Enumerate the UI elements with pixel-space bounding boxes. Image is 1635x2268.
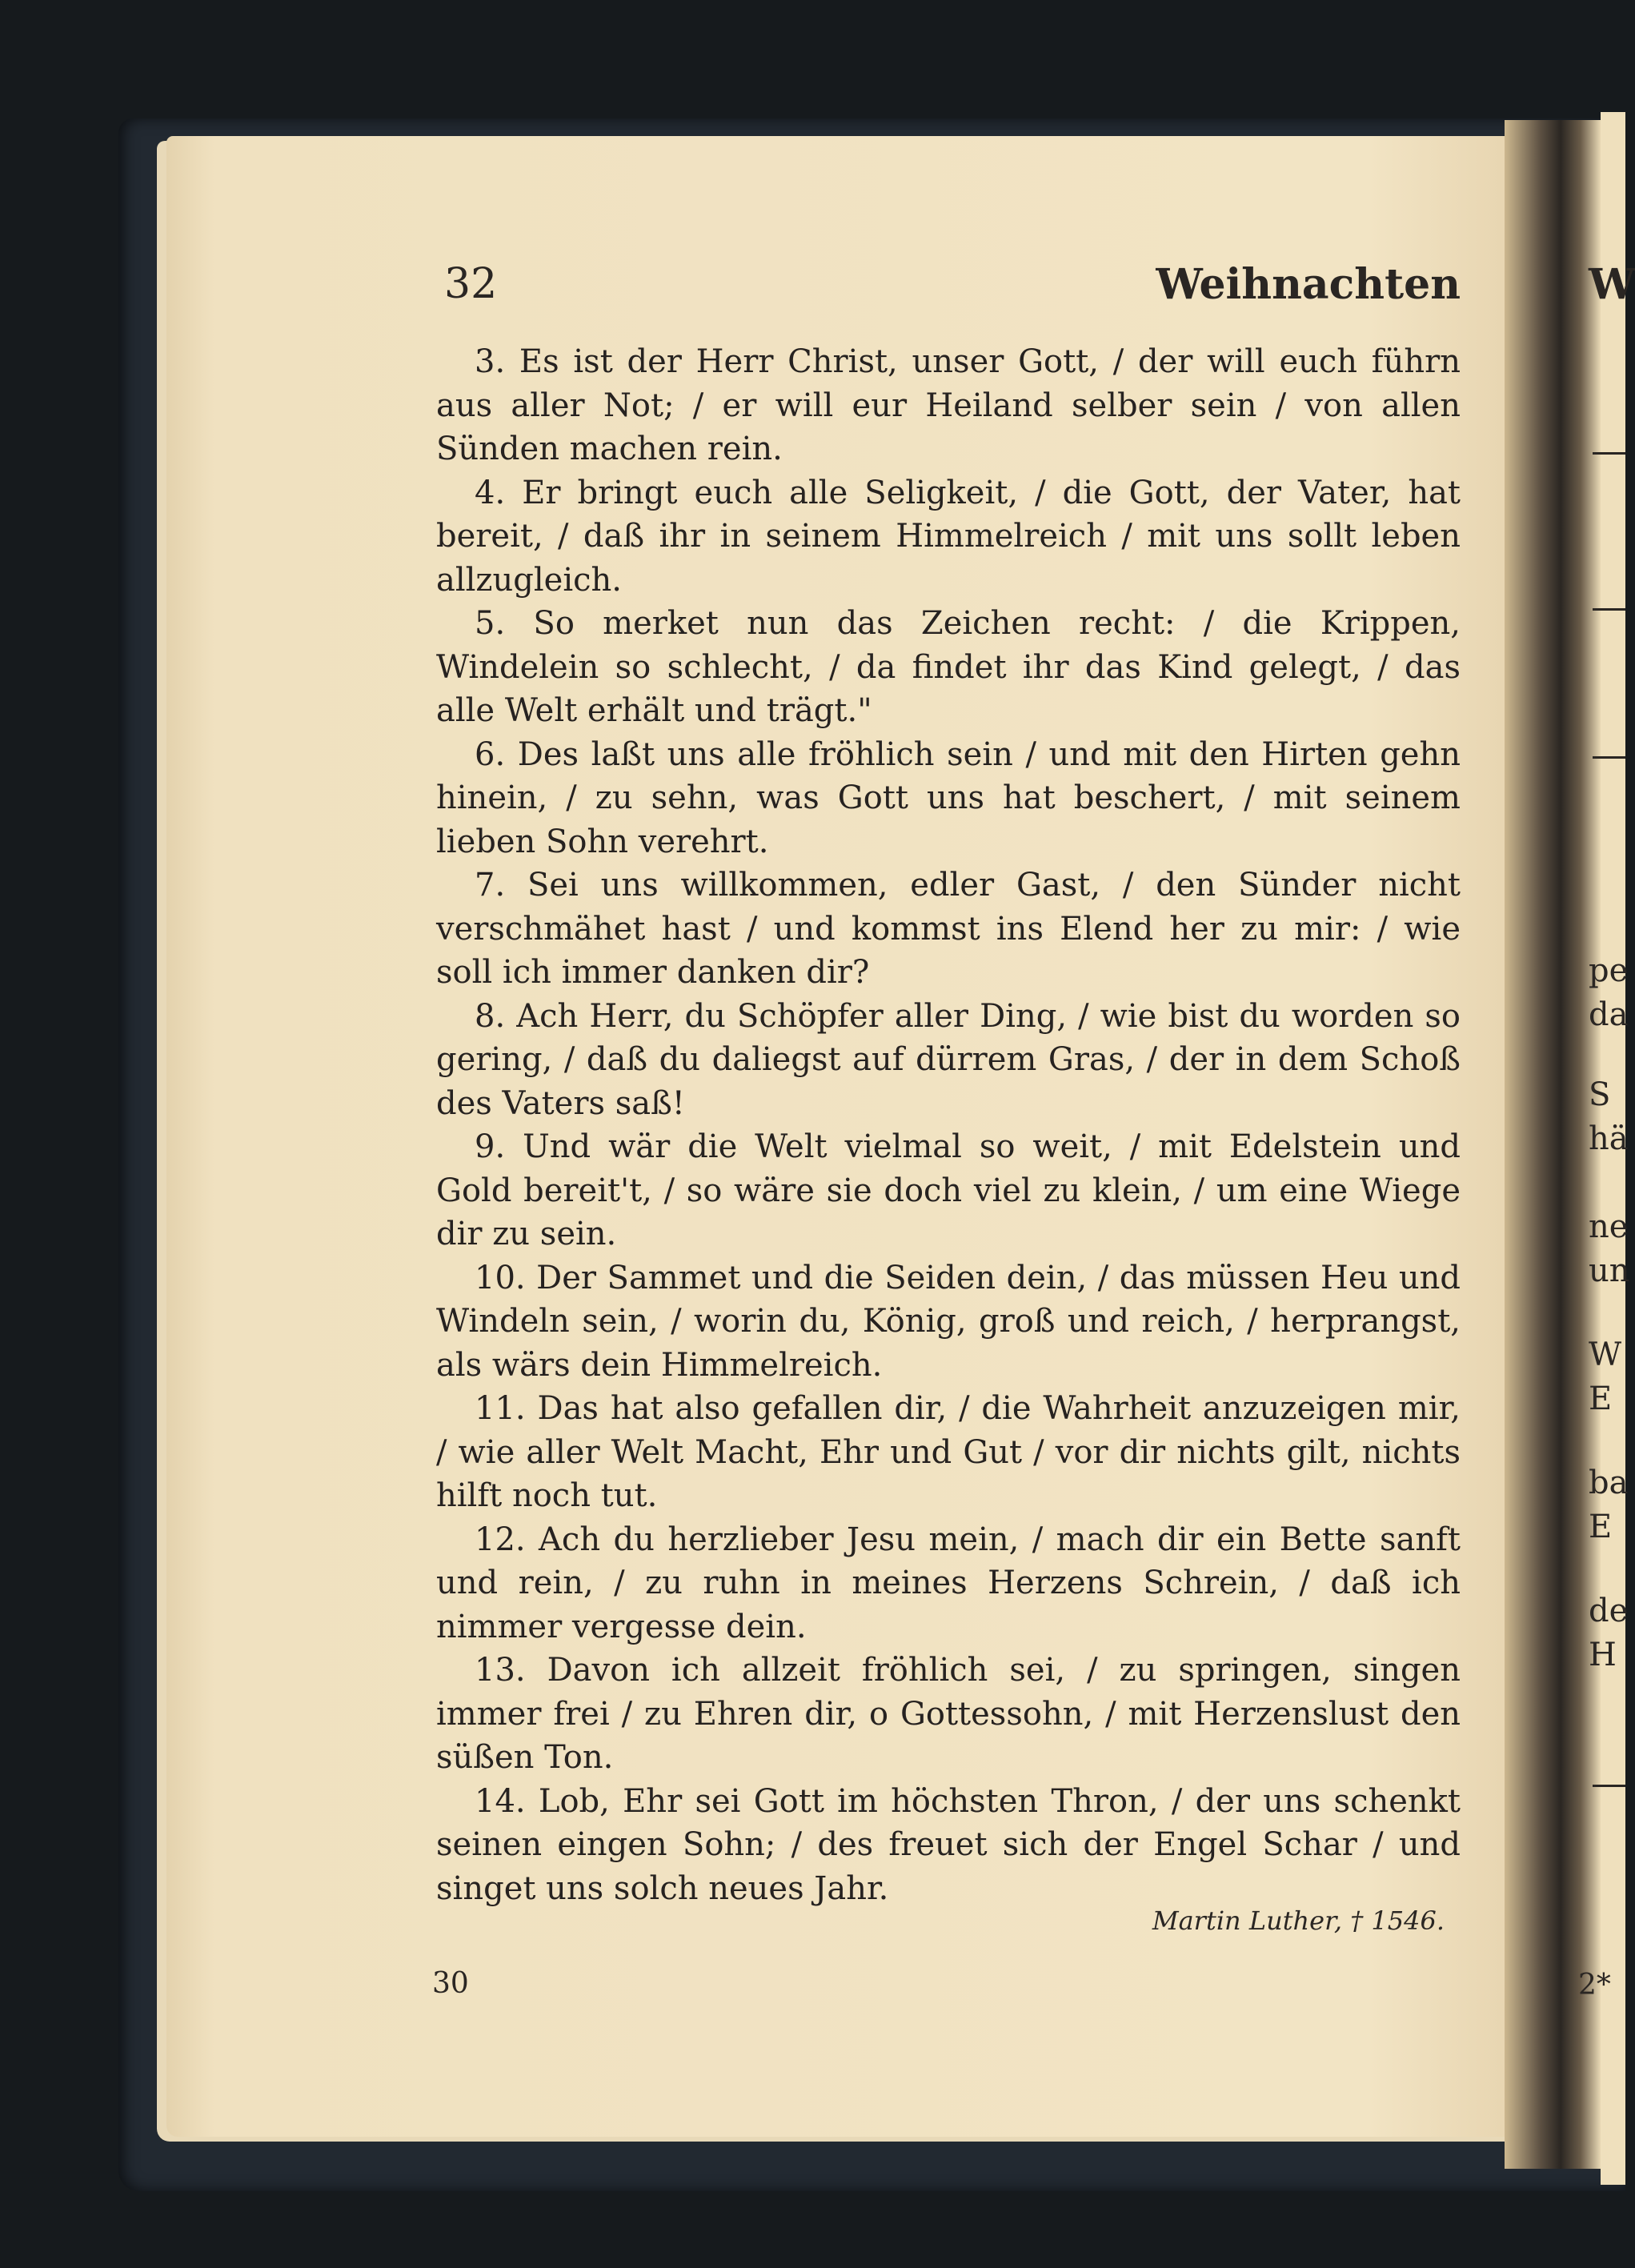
running-head (436, 260, 1461, 324)
facing-fragment: ba (1589, 1465, 1629, 1501)
verse-3: 3. Es ist der Herr Christ, unser Gott, / der will euch führn aus aller Not; / er will eur Heiland selber sein / von allen Sünden machen rein. (436, 343, 1461, 467)
verse-10: 10. Der Sammet und die Seiden dein, / das müssen Heu und Windeln sein, / worin du, König, groß und reich, / herprangst, als wärs dein Himmelreich. (436, 1259, 1461, 1384)
music-staff-1 (1593, 452, 1625, 455)
signature-mark: 30 (432, 1967, 469, 2000)
facing-fragment: H (1589, 1637, 1617, 1673)
last-verse-with-attribution (436, 1780, 1461, 1911)
book-gutter (1505, 120, 1601, 2169)
verse-5: 5. So merket nun das Zeichen recht: / die Krippen, Windelein so schlecht, / da findet ihr das Kind gelegt, / das alle Welt erhält und trägt." (436, 605, 1461, 729)
facing-fragment: E (1589, 1380, 1613, 1417)
page-text (436, 260, 1461, 1942)
verse-13: 13. Davon ich allzeit fröhlich sei, / zu springen, singen immer frei / zu Ehren dir, o Gottessohn, / mit Herzenslust den süßen Ton. (436, 1652, 1461, 1776)
facing-fragment: hä (1589, 1120, 1629, 1157)
facing-fragment: S (1589, 1076, 1611, 1113)
facing-fragment: E (1589, 1509, 1613, 1545)
author-attribution: Martin Luther, † 1546. (1152, 1905, 1445, 1936)
section-title: Weihnachten (1156, 260, 1461, 309)
music-staff-4 (1593, 1785, 1625, 1787)
facing-fragment: de (1589, 1593, 1629, 1629)
verse-7: 7. Sei uns willkommen, edler Gast, / den Sünder nicht verschmähet hast / und kommst ins Elend her zu mir: / wie soll ich immer danken dir? (436, 867, 1461, 991)
verse-12: 12. Ach du herzlieber Jesu mein, / mach dir ein Bette sanft und rein, / zu ruhn in meines Herzens Schrein, / daß ich nimmer vergesse dein. (436, 1521, 1461, 1645)
verse-8: 8. Ach Herr, du Schöpfer aller Ding, / wie bist du worden so gering, / daß du daliegst auf dürrem Gras, / der in dem Schoß des Vaters saß! (436, 997, 1461, 1122)
verse-6: 6. Des laßt uns alle fröhlich sein / und mit den Hirten gehn hinein, / zu sehn, was Gott uns hat beschert, / mit seinem lieben Sohn verehrt. (436, 735, 1461, 860)
facing-fragment: W (1589, 1336, 1622, 1373)
facing-fragment: ne (1589, 1208, 1629, 1245)
page-number: 32 (444, 260, 498, 308)
verse-11: 11. Das hat also gefallen dir, / die Wahrheit anzuzeigen mir, / wie aller Welt Macht, Ehr und Gut / vor dir nichts gilt, nichts hilft noch tut. (436, 1390, 1461, 1514)
music-staff-3 (1593, 756, 1625, 759)
facing-fragment: un (1589, 1252, 1630, 1289)
music-staff-2 (1593, 608, 1625, 611)
attribution-row (436, 1905, 1461, 1942)
facing-signature-mark: 2* (1578, 1969, 1611, 2002)
verse-9: 9. Und wär die Welt vielmal so weit, / mit Edelstein und Gold bereit't, / so wäre sie doch viel zu klein, / um eine Wiege dir zu sein. (436, 1128, 1461, 1252)
verse-14: 14. Lob, Ehr sei Gott im höchsten Thron, / der uns schenkt seinen eingen Sohn; / des freuet sich der Engel Schar / und singet uns solch neues Jahr. (436, 1782, 1461, 1907)
facing-fragment: pe (1589, 952, 1629, 989)
verse-4: 4. Er bringt euch alle Seligkeit, / die Gott, der Vater, hat bereit, / daß ihr in seinem Himmelreich / mit uns sollt leben allzugleich. (436, 474, 1461, 599)
facing-fragment: da (1589, 996, 1629, 1033)
facing-page-head: W (1589, 260, 1635, 309)
